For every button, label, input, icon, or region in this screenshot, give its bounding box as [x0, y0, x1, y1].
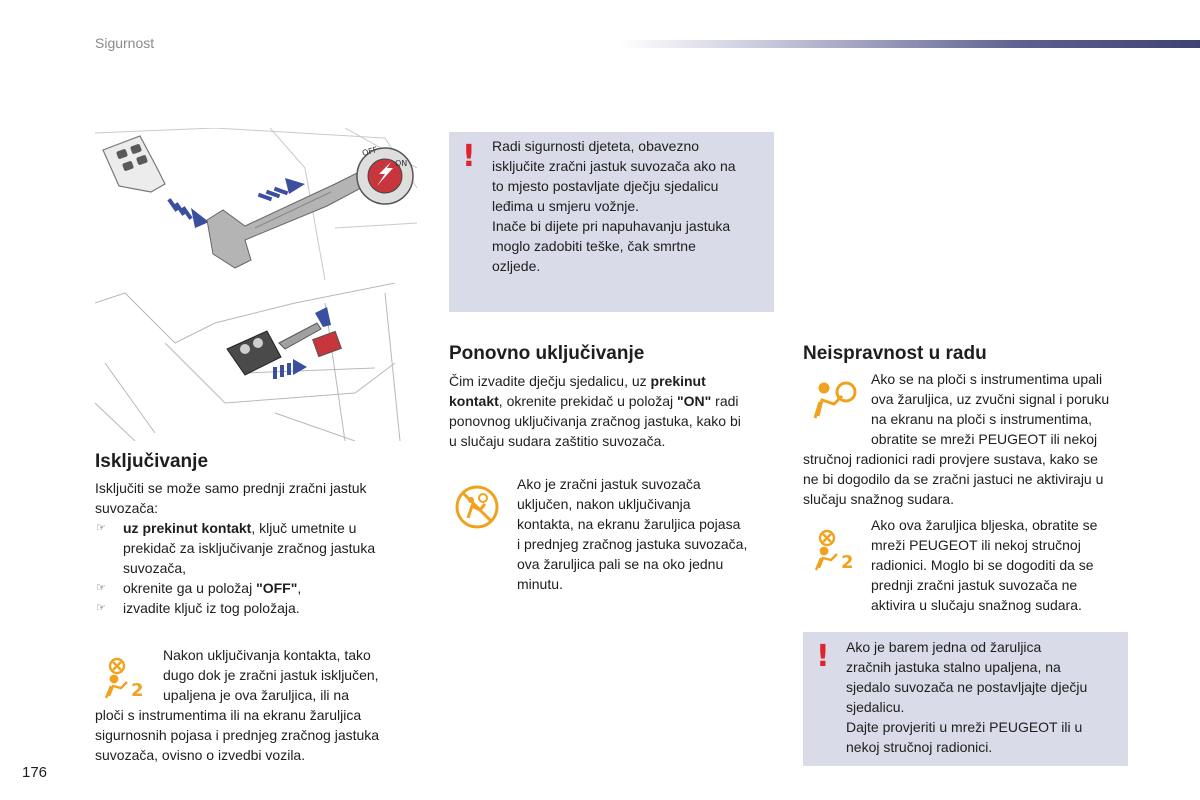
paragraph-line: kontakta, na ekranu žaruljica pojasa [517, 516, 741, 532]
airbag-off-warning-lamp-icon [811, 528, 859, 572]
warning-icon: ! [462, 139, 476, 174]
key-switch-illustration [95, 128, 417, 280]
warning-line: sjedalicu. [846, 699, 905, 715]
switch-on-label: ON [395, 159, 408, 168]
airbag-lamp-warning-box [803, 632, 1128, 766]
airbag-fault-lamp-icon [812, 380, 858, 420]
bullet-line: izvadite ključ iz tog položaja. [123, 600, 300, 616]
bullet-pointer-icon: ☞ [96, 521, 106, 534]
paragraph-line: aktivira u slučaju snažnog sudara. [871, 597, 1082, 613]
paragraph-line: radionici. Moglo bi se dogoditi da se [871, 557, 1094, 573]
warning-line: moglo zadobiti teške, čak smrtne [492, 238, 696, 254]
warning-line: sjedalo suvozača ne postavljajte dječju [846, 679, 1088, 695]
svg-text:2: 2 [131, 680, 144, 700]
paragraph-line: ne bi dogodilo da se zračni jastuci ne aktiviraju u [803, 471, 1104, 487]
paragraph-line: ova žaruljica, uz zvučni signal i poruku [871, 391, 1110, 407]
airbag-off-warning-lamp-icon [101, 656, 149, 700]
airbag-on-lamp-icon [454, 484, 500, 530]
bullet-line: okrenite ga u položaj "OFF", [123, 580, 302, 596]
paragraph-line: upaljena je ova žaruljica, ili na [163, 687, 349, 703]
paragraph-line: u slučaju sudara zaštitio suvozača. [449, 433, 666, 449]
child-seat-warning-box [449, 132, 774, 312]
paragraph-line: Nakon uključivanja kontakta, tako [163, 647, 371, 663]
paragraph-line: stručnoj radionici radi provjere sustava, kako se [803, 451, 1098, 467]
paragraph-line: Ako je zračni jastuk suvozača [517, 476, 701, 492]
warning-line: nekoj stručnoj radionici. [846, 739, 993, 755]
paragraph-line: suvozača: [95, 500, 159, 516]
paragraph-line: uključen, nakon uključivanja [517, 496, 691, 512]
section-title-ponovno-ukljucivanje: Ponovno uključivanje [449, 343, 645, 364]
warning-icon: ! [816, 639, 830, 674]
paragraph-line: Čim izvadite dječju sjedalicu, uz prekinut [449, 373, 706, 389]
paragraph-line: slučaju snažnog sudara. [803, 491, 954, 507]
warning-line: Radi sigurnosti djeteta, obavezno [492, 138, 700, 154]
section-title-iskljucivanje: Isključivanje [95, 451, 209, 472]
key-fob-illustration [103, 136, 165, 192]
section-header: Sigurnost [95, 35, 155, 51]
bullet-line: suvozača, [123, 560, 187, 576]
paragraph-line: prednji zračni jastuk suvozača ne [871, 577, 1078, 593]
warning-line: zračnih jastuka stalno upaljena, na [846, 659, 1061, 675]
paragraph-line: suvozača, ovisno o izvedbi vozila. [95, 747, 306, 763]
warning-line: Ako je barem jedna od žaruljica [846, 639, 1042, 655]
bullet-line: uz prekinut kontakt, ključ umetnite u [123, 520, 357, 536]
warning-line: ozljede. [492, 258, 541, 274]
warning-line: isključite zračni jastuk suvozača ako na [492, 158, 736, 174]
warning-line: Inače bi dijete pri napuhavanju jastuka [492, 218, 731, 234]
bullet-pointer-icon: ☞ [96, 601, 106, 614]
dashboard-switch-location-illustration [95, 283, 417, 441]
paragraph-line: dugo dok je zračni jastuk isključen, [163, 667, 379, 683]
airbag-switch-illustration [357, 145, 413, 204]
warning-line: Dajte provjeriti u mreži PEUGEOT ili u [846, 719, 1083, 735]
paragraph-line: na ekranu na ploči s instrumentima, [871, 411, 1092, 427]
header-decorative-bar [620, 40, 1200, 48]
bullet-pointer-icon: ☞ [96, 581, 106, 594]
paragraph-line: minutu. [517, 576, 563, 592]
paragraph-line: kontakt, okrenite prekidač u položaj "ON" radi [449, 393, 739, 409]
paragraph-line: obratite se mreži PEUGEOT ili nekoj [871, 431, 1098, 447]
warning-line: to mjesto postavljate dječju sjedalicu [492, 178, 719, 194]
bullet-line: prekidač za isključivanje zračnog jastuka [123, 540, 376, 556]
paragraph-line: mreži PEUGEOT ili nekoj stručnoj [871, 537, 1081, 553]
paragraph-line: sigurnosnih pojasa i prednjeg zračnog jastuka [95, 727, 380, 743]
switch-off-label: OFF [361, 145, 379, 158]
page-number: 176 [22, 764, 48, 781]
paragraph-line: Ako se na ploči s instrumentima upali [871, 371, 1103, 387]
paragraph-line: Ako ova žaruljica bljeska, obratite se [871, 517, 1098, 533]
paragraph-line: ponovnog uključivanja zračnog jastuka, kako bi [449, 413, 741, 429]
paragraph-line: ova žaruljica pali se na oko jednu [517, 556, 724, 572]
warning-line: leđima u smjeru vožnje. [492, 198, 640, 214]
paragraph-line: ploči s instrumentima ili na ekranu žaruljica [95, 707, 362, 723]
svg-text:2: 2 [841, 552, 854, 572]
paragraph-line: i prednjeg zračnog jastuka suvozača, [517, 536, 748, 552]
paragraph-line: Isključiti se može samo prednji zračni jastuk [95, 480, 367, 496]
section-title-neispravnost: Neispravnost u radu [803, 343, 987, 364]
